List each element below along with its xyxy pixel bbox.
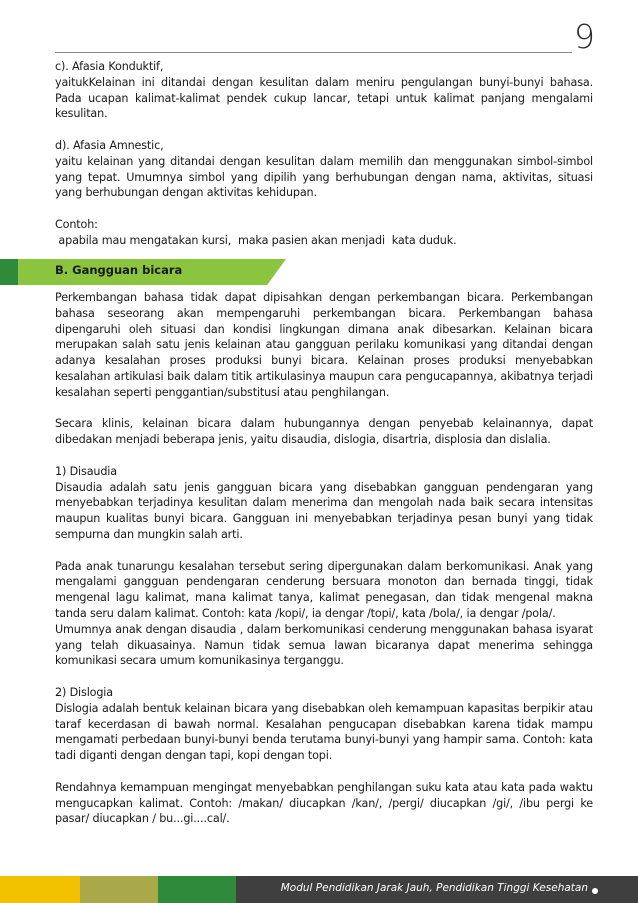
content-main (55, 290, 593, 827)
footer-text: Modul Pendidikan Jarak Jauh, Pendidikan Tinggi Kesehatan (280, 882, 588, 894)
rendahnya-paragraph: Rendahnya kemampuan mengingat menyebabkan penghilangan suku kata atau kata pada waktu mengucapkan kalimat. Contoh: /makan/ diucapkan /kan/, /pergi/ diucapkan /gi/, /ibu pergi ke pasar/ diucapkan / bu...gi....cal/. (55, 780, 593, 826)
section-b-header (0, 259, 286, 285)
disaudia-title: 1) Disaudia (55, 464, 117, 478)
umumnya-paragraph: Umumnya anak dengan disaudia , dalam berkomunikasi cenderung menggunakan bahasa isyarat yang telah dikuasainya. Namun tidak semua lawan bicaranya dapat menerima sehingga komunikasi secara umum komunikasinya terganggu. (55, 622, 593, 668)
footer-segment-green (158, 876, 236, 903)
afasia-amnestic-title: d). Afasia Amnestic, (55, 138, 164, 152)
intro-paragraph: Perkembangan bahasa tidak dapat dipisahkan dengan perkembangan bicara. Perkembangan bahasa seseorang akan mempengaruhi perkembangan bicara. Perkembangan bahasa dipengaruhi oleh situasi dan kondisi lingkungan dimana anak dibesarkan. Kelainan bicara merupakan salah satu jenis kelainan atau gangguan perilaku komunikasi yang ditandai dengan adanya kesalahan proses produksi bunyi bicara. Kelainan proses produksi menyebabkan kesalahan artikulasi baik dalam titik artikulasinya maupun cara pengucapannya, akibatnya terjadi kesalahan seperti penggantian/substitusi atau penghilangan. (55, 291, 593, 399)
contoh-body: apabila mau mengatakan kursi, maka pasien akan menjadi kata duduk. (55, 233, 457, 247)
content-top (55, 59, 593, 249)
footer-dot-icon (592, 888, 598, 894)
contoh-label: Contoh: (55, 217, 98, 231)
afasia-amnestic-body: yaitu kelainan yang ditandai dengan kesulitan dalam memilih dan menggunakan simbol-simbol yang tepat. Umumnya simbol yang dipilih yang berhubungan dengan nama, aktivitas, situasi yang berhubungan dengan aktivitas kehidupan. (55, 154, 593, 200)
page-number: 9 (574, 17, 595, 56)
footer-segment-olive (80, 876, 158, 903)
klinis-paragraph: Secara klinis, kelainan bicara dalam hubungannya dengan penyebab kelainannya, dapat dibedakan menjadi beberapa jenis, yaitu disaudia, dislogia, disartria, displosia dan dislalia. (55, 417, 593, 447)
afasia-konduktif-body: yaitukKelainan ini ditandai dengan kesulitan dalam meniru pengulangan bunyi-bunyi bahasa. Pada ucapan kalimat-kalimat pendek cukup lancar, tetapi untuk kalimat panjang mengalami kesulitan. (55, 75, 593, 121)
section-b-title: B. Gangguan bicara (55, 263, 183, 277)
footer-bar (0, 876, 638, 903)
dislogia-title: 2) Dislogia (55, 685, 113, 699)
section-accent (0, 259, 18, 285)
tunarungu-paragraph: Pada anak tunarungu kesalahan tersebut sering dipergunakan dalam berkomunikasi. Anak yang mengalami gangguan pendengaran cenderung bersuara monoton dan bernada tinggi, tidak mengenal lagu kalimat, mana kalimat tanya, kalimat penegasan, dan tidak mengenal makna tanda seru dalam kalimat. Contoh: kata /kopi/, ia dengar /topi/, kata /bola/, ia dengar /pola/. (55, 559, 593, 620)
dislogia-body: Dislogia adalah bentuk kelainan bicara yang disebabkan oleh kemampuan kapasitas berpikir atau taraf kecerdasan di bawah normal. Kesalahan pengucapan disebabkan karena tidak mampu mengamati perbedaan bunyi-bunyi benda terutama bunyi-bunyi yang hampir sama. Contoh: kata tadi diganti dengan dengan tapi, kopi dengan topi. (55, 701, 593, 763)
footer-segment-yellow (0, 876, 80, 903)
afasia-konduktif-title: c). Afasia Konduktif, (55, 60, 164, 73)
header-rule (55, 52, 572, 53)
disaudia-body: Disaudia adalah satu jenis gangguan bicara yang disebabkan gangguan pendengaran yang menyebabkan terjadinya kesulitan dalam menerima dan mengolah nada baik secara intensitas maupun kualitas bunyi bicara. Gangguan ini menyebabkan terjadinya pesan bunyi yang tidak sempurna dan mungkin salah arti. (55, 480, 593, 541)
